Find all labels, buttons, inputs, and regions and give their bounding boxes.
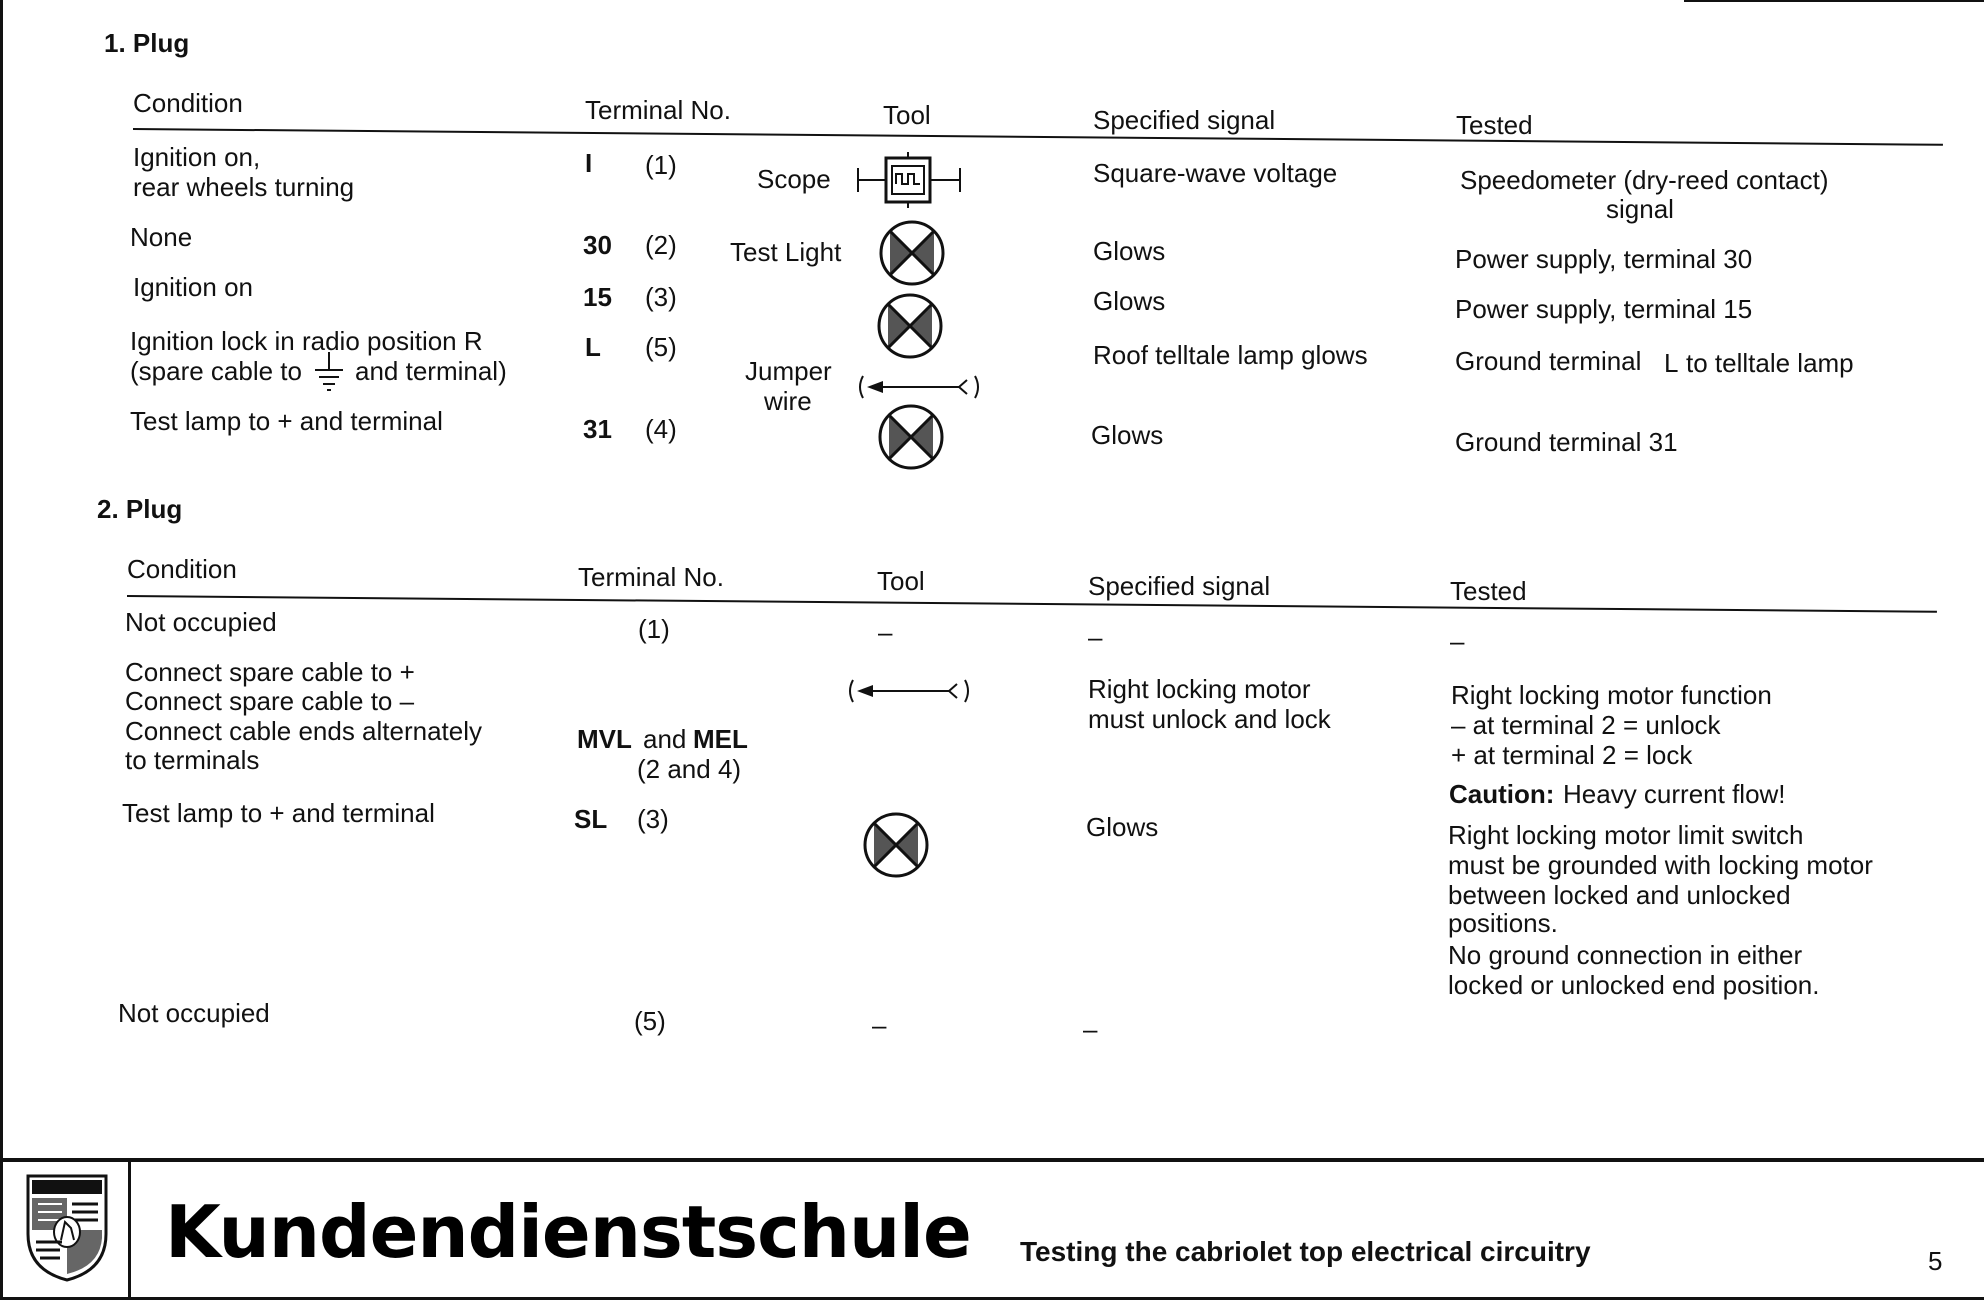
s1-r1-tested-1: Speedometer (dry-reed contact) bbox=[1460, 165, 1829, 195]
s1-r4-tested-3: to telltale lamp bbox=[1686, 348, 1854, 378]
jumper-wire-icon bbox=[845, 676, 973, 706]
s1-r5-tested: Ground terminal 31 bbox=[1455, 427, 1678, 457]
s1-r2-tested: Power supply, terminal 30 bbox=[1455, 244, 1753, 274]
s1-r4-condition-1: Ignition lock in radio position R bbox=[130, 326, 483, 356]
s2-r3-tested-6: locked or unlocked end position. bbox=[1448, 970, 1820, 1000]
s2-r3-tested-4: positions. bbox=[1448, 908, 1558, 938]
s2-r2-tested-1: Right locking motor function bbox=[1451, 680, 1772, 710]
test-lamp-icon bbox=[878, 219, 946, 287]
s1-r4-signal: Roof telltale lamp glows bbox=[1093, 340, 1368, 370]
s2-r3-signal: Glows bbox=[1086, 812, 1159, 842]
s1-r2-terminal-pin: (2) bbox=[645, 230, 677, 260]
s2-r4-terminal-pin: (5) bbox=[634, 1006, 666, 1036]
s1-r5-condition: Test lamp to + and terminal bbox=[130, 406, 443, 436]
porsche-crest-icon bbox=[22, 1170, 112, 1284]
footer-divider bbox=[128, 1158, 131, 1300]
s1-r3-signal: Glows bbox=[1093, 286, 1166, 316]
test-lamp-icon bbox=[862, 811, 930, 879]
s1-r4-tested-2: L bbox=[1664, 348, 1679, 378]
s1-header-condition: Condition bbox=[133, 88, 243, 118]
s1-r4-condition-2: (spare cable to bbox=[130, 356, 302, 386]
s2-r2-terminal-code: MVL bbox=[577, 724, 632, 754]
s2-r3-tested-2: must be grounded with locking motor bbox=[1448, 850, 1873, 880]
s2-header-signal: Specified signal bbox=[1088, 571, 1271, 601]
s1-r2-condition: None bbox=[130, 222, 193, 252]
s1-r4-tool-label-2: wire bbox=[764, 386, 812, 416]
s1-r1-tool-label: Scope bbox=[757, 164, 831, 194]
s1-header-terminal: Terminal No. bbox=[585, 95, 731, 125]
s2-r4-condition: Not occupied bbox=[118, 998, 270, 1028]
s2-r3-tested-3: between locked and unlocked bbox=[1448, 880, 1791, 910]
s1-r4-terminal-pin: (5) bbox=[645, 332, 677, 362]
s2-r2-condition-2: Connect spare cable to – bbox=[125, 686, 415, 716]
s2-r1-condition: Not occupied bbox=[125, 607, 277, 637]
section-2-title: 2. Plug bbox=[97, 494, 183, 524]
s1-r2-signal: Glows bbox=[1093, 236, 1166, 266]
s2-r2-caution-label: Caution: bbox=[1449, 779, 1555, 809]
s1-r4-tested-1: Ground terminal bbox=[1455, 346, 1642, 376]
s2-r2-signal-2: must unlock and lock bbox=[1088, 704, 1331, 734]
s1-r1-tested-2: signal bbox=[1606, 194, 1674, 224]
s1-r3-tested: Power supply, terminal 15 bbox=[1455, 294, 1753, 324]
s1-r4-condition-3: and terminal) bbox=[355, 356, 507, 386]
s1-r1-signal: Square-wave voltage bbox=[1093, 158, 1338, 188]
s2-r3-tested-5: No ground connection in either bbox=[1448, 940, 1803, 970]
s2-r2-caution-text: Heavy current flow! bbox=[1563, 779, 1786, 809]
s2-r1-signal: – bbox=[1088, 622, 1103, 652]
s2-r2-condition-1: Connect spare cable to + bbox=[125, 657, 415, 687]
section-1-title: 1. Plug bbox=[104, 28, 190, 58]
test-lamp-icon bbox=[877, 403, 945, 471]
s1-r2-terminal-code: 30 bbox=[583, 230, 612, 260]
s1-r4-terminal-code: L bbox=[585, 332, 601, 362]
s2-r2-condition-3: Connect cable ends alternately bbox=[125, 716, 483, 746]
s2-r4-signal: – bbox=[1083, 1014, 1098, 1044]
s2-r1-tested: – bbox=[1450, 626, 1465, 656]
s2-r2-terminal-pin: (2 and 4) bbox=[637, 754, 742, 784]
s1-header-tool: Tool bbox=[883, 100, 931, 130]
s2-r1-terminal-pin: (1) bbox=[638, 614, 670, 644]
s1-r5-terminal-pin: (4) bbox=[645, 414, 677, 444]
s2-r2-terminal-mid: and bbox=[643, 724, 687, 754]
s1-r4-tool-label-1: Jumper bbox=[745, 356, 832, 386]
s2-r2-tested-3: + at terminal 2 = lock bbox=[1451, 740, 1693, 770]
s1-r5-terminal-code: 31 bbox=[583, 414, 612, 444]
s2-header-tool: Tool bbox=[877, 566, 925, 596]
s2-r3-terminal-code: SL bbox=[574, 804, 608, 834]
s2-header-tested: Tested bbox=[1450, 576, 1527, 606]
s1-r3-condition: Ignition on bbox=[133, 272, 253, 302]
s1-r1-terminal-code: I bbox=[585, 148, 593, 178]
jumper-wire-icon bbox=[855, 372, 983, 402]
s2-r1-tool: – bbox=[878, 617, 893, 647]
ground-symbol-icon bbox=[312, 350, 346, 394]
s1-r1-terminal-pin: (1) bbox=[645, 150, 677, 180]
s1-r1-condition-2: rear wheels turning bbox=[133, 172, 355, 202]
s2-r4-tool: – bbox=[872, 1010, 887, 1040]
s2-r2-terminal-code2: MEL bbox=[693, 724, 748, 754]
s2-r3-condition: Test lamp to + and terminal bbox=[122, 798, 435, 828]
s1-r3-terminal-pin: (3) bbox=[645, 282, 677, 312]
s2-header-terminal: Terminal No. bbox=[578, 562, 724, 592]
s1-header-signal: Specified signal bbox=[1093, 105, 1276, 135]
s1-r3-terminal-code: 15 bbox=[583, 282, 612, 312]
footer-title: Testing the cabriolet top electrical circuitry bbox=[1020, 1236, 1591, 1267]
s2-r3-tested-1: Right locking motor limit switch bbox=[1448, 820, 1804, 850]
brand-wordmark: Kundendienstschule bbox=[165, 1190, 971, 1274]
s1-r1-condition-1: Ignition on, bbox=[133, 142, 261, 172]
s1-header-tested: Tested bbox=[1456, 110, 1533, 140]
s2-r2-signal-1: Right locking motor bbox=[1088, 674, 1311, 704]
s1-r5-signal: Glows bbox=[1091, 420, 1164, 450]
test-lamp-icon bbox=[876, 292, 944, 360]
s2-header-condition: Condition bbox=[127, 554, 237, 584]
s2-r2-tested-2: – at terminal 2 = unlock bbox=[1451, 710, 1721, 740]
top-rule bbox=[1684, 0, 1984, 2]
page-number: 5 bbox=[1928, 1246, 1943, 1276]
scope-icon bbox=[856, 150, 966, 210]
s2-r3-terminal-pin: (3) bbox=[637, 804, 669, 834]
s2-r2-condition-4: to terminals bbox=[125, 745, 260, 775]
s1-r2-tool-label: Test Light bbox=[730, 237, 842, 267]
